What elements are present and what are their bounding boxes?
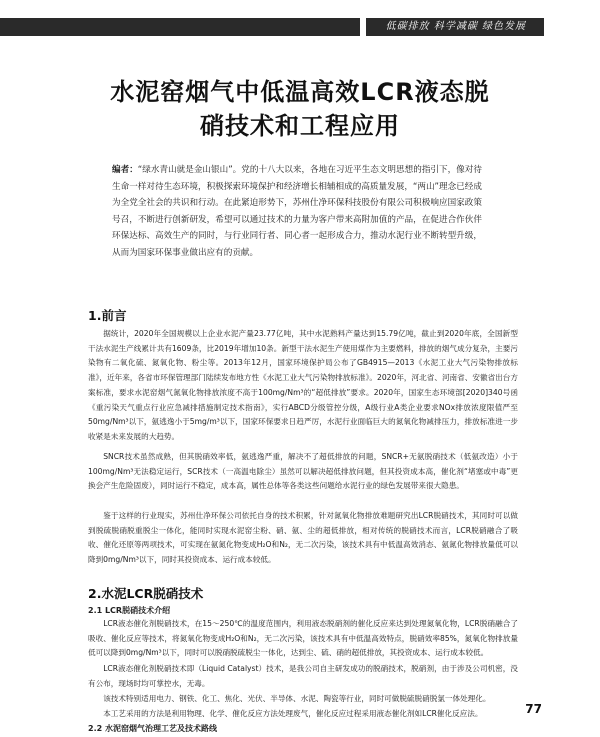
section2-subheading-1: 2.1 LCR脱硝技术介绍: [88, 606, 171, 615]
section2-paragraph-1: LCR液态催化剂脱硝技术，在15～250℃的温度范围内，利用液态脱硝剂的催化反应来达到处理氮氧化物，LCR脱硝融合了吸收、催化反应等技术，将氮氧化物变成H₂O和N₂，无二次污染，该技术具有中低温高效特点，脱硝效率85%，氮氧化物排放量低可以降到0mg/Nm³以下，同时可以脱硝脱硫脱尘一体化，达到尘、硫、硝的超低排放，其投资成本、运行成本较低。: [88, 619, 518, 658]
section2-paragraph-4: 本工艺采用的方法是利用物理、化学、催化反应方法处理废气，催化反应过程采用液态催化剂如LCR催化反应法。: [103, 709, 483, 718]
article-title-line2: 硝技术和工程应用: [200, 112, 400, 140]
article-title-line1: 水泥窑烟气中低温高效LCR液态脱: [110, 78, 490, 106]
header-bar: [0, 0, 600, 48]
header-slogan: 低碳排放 科学减碳 绿色发展: [385, 21, 526, 32]
header-stripe: [0, 18, 360, 36]
page-number: 77: [525, 702, 542, 716]
editor-note-label: 编者：: [112, 165, 138, 175]
section2-heading: 2.水泥LCR脱硝技术: [88, 586, 204, 601]
editor-note: [112, 162, 482, 262]
editor-note-text: “绿水青山就是金山银山”。党的十八大以来，各地在习近平生态文明思想的指引下，像对待生命一样对待生态环境，积极探索环境保护和经济增长相辅相成的高质量发展，“两山”理念已经成为全党全社会的共识和行动。在此紧迫形势下，苏州仕净环保科技股份有限公司积极响应国家政策号召，不断进行创新研发，希望可以通过技术的力量为客户带来高附加值的产品，在促进合作伙伴环保达标、高效生产的同时，与行业同行者、同心者一起形成合力，推动水泥行业不断转型升级，从而为国家环保事业做出应有的贡献。: [112, 165, 482, 258]
section1-paragraph-2: SNCR技术虽然成熟，但其脱硝效率低，氨逃逸严重，解决不了超低排放的问题，SNCR+无氨脱硝技术（低氨改造）小于100mg/Nm³无法稳定运行，SCR技术（一高温电除尘）虽然可以解决超低排放问题，但其投资成本高，催化剂“堵塞或中毒”更换会产生危险固废），同时运行不稳定，成本高，属性总体等各类这些问题给水泥行业的绿色发展带来很大隐患。: [88, 452, 518, 491]
section1-heading: 1.前言: [88, 308, 127, 323]
section1-paragraph-1: 据统计，2020年全国规模以上企业水泥产量23.77亿吨，其中水泥熟料产量达到15.79亿吨，截止到2020年底，全国新型干法水泥生产线累计共有1609条，比2019年增加10条。新型干法水泥生产使用煤作为主要燃料，排放的烟气成分复杂，主要污染物有二氧化硫、氮氧化物、粉尘等。2013年12月，国家环境保护局公布了GB4915—2013《水泥工业大气污染物排放标准》，近年来，各省市环保管理部门陆续发布地方性《水泥工业大气污染物排放标准》。2020年，河北省、河南省、安徽省出台方案标准，要求水泥窑烟气氮氧化物排放浓度不高于100mg/Nm³的“超低排放”要求。2020年，国家生态环境部[2020]340号函《重污染天气重点行业应急减排措施制定技术指南》，实行ABCD分级管控分级，A级行业A类企业要求NOx排放浓度限值严至50mg/Nm³以下，氨逃逸小于5mg/m³以下，国家环保要求日趋严厉，水泥行业面临巨大的氮氧化物减排压力，排放标准进一步收紧是未来发展的大趋势。: [88, 329, 518, 441]
section2-paragraph-2: LCR液态催化剂脱硝技术即（Liquid Catalyst）技术，是我公司自主研发成功的脱硝技术，脱硝剂，由于涉及公司机密，没有公布，现场时均可掌控水，无毒。: [88, 664, 518, 688]
section2-paragraph-3: 该技术特别适用电力、钢铁、化工、焦化、光伏、半导体、水泥、陶瓷等行业，同时可做脱硫脱硝脱氯一体处理化。: [103, 694, 491, 703]
section1-paragraph-3: 鉴于这样的行业现实，苏州仕净环保公司依托自身的技术积累，针对氮氧化物排放难题研究出LCR脱硝技术，其同时可以做到脱硫脱硝脱重脱尘一体化，能同时实现水泥窑尘粉、硝、氨、尘的超低排放，相对传统的脱硝技术而言，LCR脱硝融合了吸收、催化还原等两项技术，可实现在氨氮化物变成H₂O和N₂，无二次污染，该技术具有中低温高效消态、氨氮化物排放量低可以降到0mg/Nm³以下，同时其投资成本、运行成本较低。: [88, 511, 518, 565]
section2-subheading-2: 2.2 水泥窑烟气治理工艺及技术路线: [88, 724, 217, 733]
